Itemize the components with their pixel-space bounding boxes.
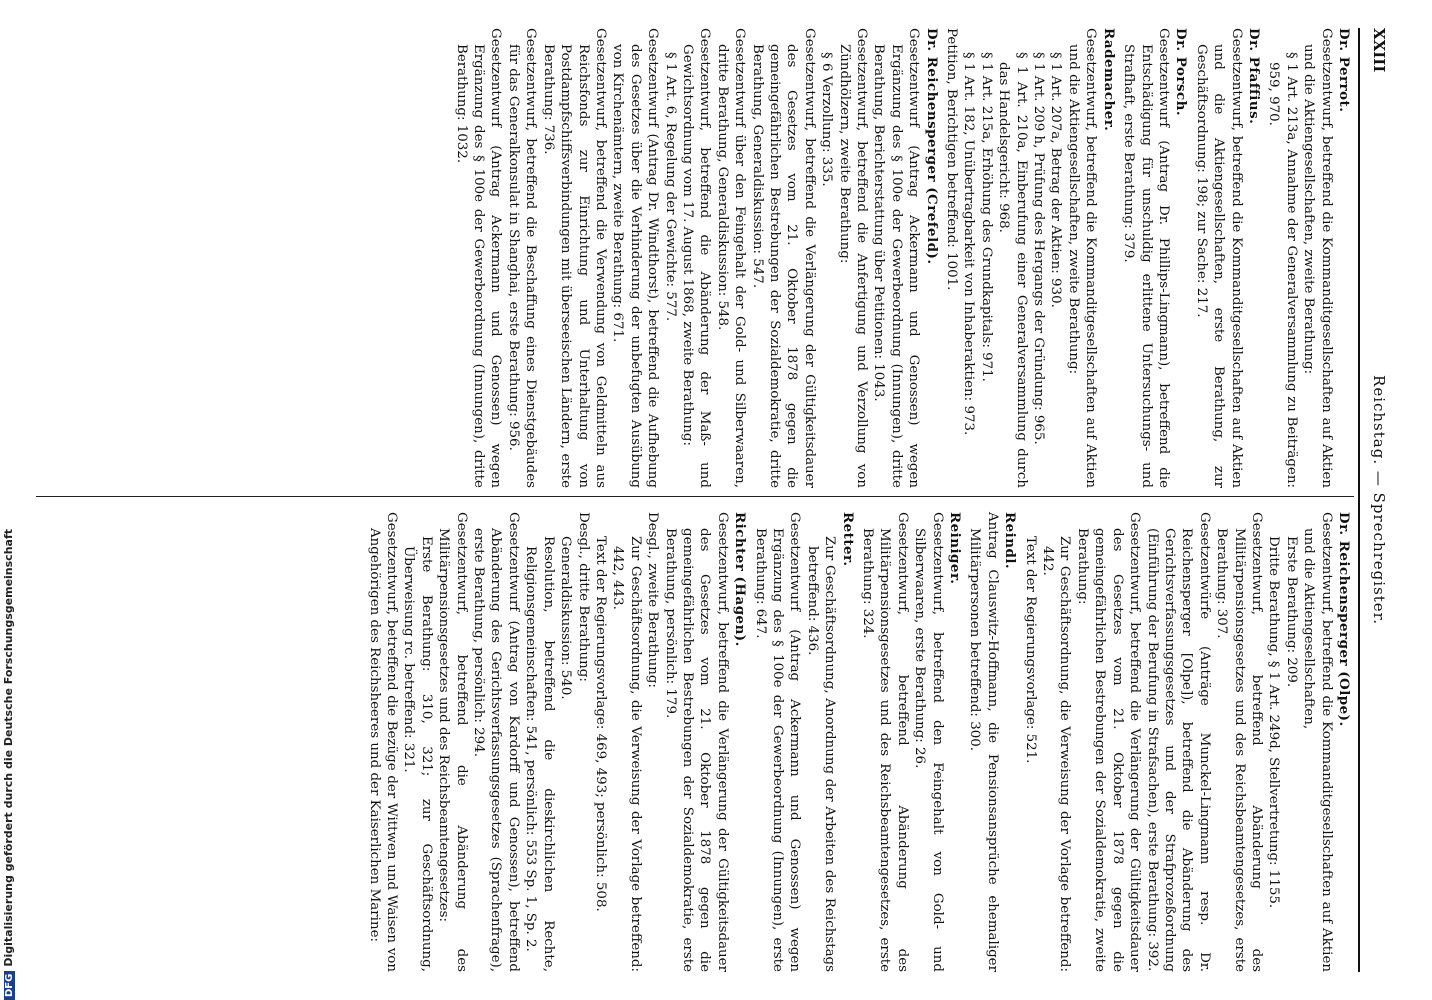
entry-line: Dritte Berathung, § 1 Art. 249d, Stellvertretung: 1155. (1266, 536, 1282, 909)
speaker-name: Dr. Pfaffius. (1245, 28, 1262, 125)
entry-line: Gesetzentwurf, betreffend die Kommanditgesellschaften auf Aktien und die Aktiengesellschaften, zweite Berathung: (1301, 28, 1334, 488)
entry-line: Gesetzentwurf (Antrag Dr. Windthorst), betreffend die Aufhebung des Gesetzes über die Verhinderung der unbefugten Ausübung von Kirchenämtern, zweite Berathung: 671. (610, 28, 661, 488)
entry-line: Erste Berathung: 209. (1283, 536, 1299, 688)
register-entry (943, 28, 1117, 488)
entry-line: Gesetzentwurf, betreffend die Verlängerung der Gültigkeitsdauer des Gesetzes vom 21. Oktober 1878 gegen die gemeingefährlichen Bestrebungen der Sozialdemokratie, erste Berathung, persönlich: 179. (662, 512, 730, 972)
column-divider (36, 496, 1354, 497)
register-entry (452, 28, 939, 488)
entry-line: Gesetzentwurf (Antrag Ackermann und Genossen) wegen Ergänzung des § 100e der Gewerbeordnung (Innungen), dritte Berathung: 1032. (453, 28, 504, 488)
entry-line: Gesetzentwürfe (Anträge Munckel-Lingmann resp. Dr. Reichensperger [Olpe]), betreffend die Abänderung des Gerichtsverfassungsgesetzes und der Strafprozeßordnung (Einführung der Berufung in Strafsachen), erste Berathung: 392. (1144, 512, 1212, 972)
register-entry (1021, 512, 1352, 972)
entry-line: Text der Regierungsvorlage: 469, 493; persönlich: 508. (592, 536, 608, 912)
entry-line: Gesetzentwurf über den Feingehalt der Gold- und Silberwaaren, dritte Berathung, Generaldiskussion: 548. (714, 28, 748, 488)
register-entry (1192, 28, 1262, 488)
entry-line: Gesetzentwurf, betreffend den Feingehalt von Gold- und Silberwaaren, erste Berathung: 26. (912, 512, 945, 972)
entry-line: Gesetzentwurf, betreffend die Kommanditgesellschaften auf Aktien und die Aktiengesellschaften, zweite Berathung: (1065, 28, 1099, 488)
speaker-name: Dr. Reichensperger (Crefeld). (923, 28, 940, 265)
digitization-footer (0, 0, 20, 1000)
register-entry (859, 512, 963, 972)
entry-line: § 1 Art. 6, Regelung der Gewichte: 577. (662, 52, 678, 322)
entry-line: Gesetzentwurf, betreffend die Verlängerung der Gültigkeitsdauer des Gesetzes vom 21. Oktober 1878 gegen die gemeingefährlichen Bestrebungen der Sozialdemokratie, zweite Berathung: (1074, 512, 1143, 972)
entry-line: Gesetzentwurf, betreffend die Verlängerung der Gültigkeitsdauer des Gesetzes vom 21. Oktober 1878 gegen die gemeingefährlichen Bestrebungen der Sozialdemokratie, dritte Berathung, Generaldiskussion: 547. (749, 28, 817, 488)
entry-line: § 6 Verzollung: 335. (819, 52, 835, 187)
entry-line: Desgl., dritte Berathung: (575, 512, 591, 682)
entry-line: Petition, Berichtigen betreffend: 1001. (944, 28, 960, 291)
footer-text: Digitalisierung gefördert durch die Deutsche Forschungsgemeinschaft (2, 528, 15, 967)
entry-line: Gesetzentwurf (Antrag Ackermann und Genossen) wegen Ergänzung des § 100e der Gewerbeordnung (Innungen), erste Berathung: 647. (752, 512, 803, 972)
entry-line: § 1 Art. 207a, Betrag der Aktien: 930. (1048, 52, 1064, 308)
entry-line: Gesetzentwurf, betreffend die Verwendung von Geldmitteln aus Reichsfonds zur Einrichtung und Unterhaltung von Postdampfschiffsverbindungen mit überseeischen Ländern, erste Berathung: 736. (540, 28, 608, 488)
entry-line: Zur Geschäftsordnung, Anordnung der Arbeiten des Reichstags betreffend: 436. (804, 536, 838, 972)
entry-line: Desgl., zweite Berathung: (645, 512, 661, 688)
entry-line: § 1 Art. 182, Unübertragbarkeit von Inhaberaktien: 973. (961, 52, 977, 436)
entry-line: Zur Geschäftsordnung, die Verweisung der Vorlage betreffend: 442, 443. (610, 536, 643, 972)
entry-line: Gesetzentwurf, betreffend die Beschaffung eines Dienstgebäudes für das Generalkonsulat in Shanghai, erste Berathung: 956. (505, 28, 539, 488)
speaker-name: Richter (Hagen). (732, 512, 749, 647)
speaker-name: Reiniger. (947, 512, 964, 585)
entry-line: Zur Geschäftsordnung, die Verweisung der Vorlage betreffend: 442. (1040, 536, 1073, 972)
entry-line: Gesetzentwurf (Antrag von Kardorff und Genossen), betreffend Abänderung des Gerichtsverfassungsgesetzes (Sprachenfrage), erste Berathung, persönlich: 294. (471, 512, 521, 972)
register-entry (966, 512, 1018, 972)
speaker-name: Rademacher. (1100, 28, 1117, 132)
entry-line: § 1 Art. 209 h, Prüfung des Hergangs der Gründung: 965. (1031, 52, 1047, 445)
page-header (1366, 28, 1392, 972)
entry-line: Gesetzentwurf, betreffend die Abänderung der Maß- und Gewichtsordnung vom 17. August 1868, zweite Berathung: (679, 28, 713, 488)
entry-line: Resolution, betreffend die dieskirchlichen Rechte, Religionsgemeinschaften: 541, persönlich: 553 Sp. 1, Sp. 2. (523, 536, 556, 972)
entry-line: § 1 Art. 213a, Annahme der Generalversammlung zu Beiträgen: 959, 970. (1266, 52, 1299, 488)
entry-line: Gesetzentwurf, betreffend die Bezüge der Wittwen und Waisen von Angehörigen des Reichsheeres und der Kaiserlichen Marine: (366, 512, 400, 972)
speaker-name: Dr. Perrot. (1336, 28, 1352, 113)
entry-line: Gesetzentwurf, betreffend die Kommanditgesellschaften auf Aktien und die Aktiengesellschaften, erste Berathung, zur Geschäftsordnung: 198; zur Sache: 217. (1193, 28, 1244, 488)
entry-line: Gesetzentwurf (Antrag Dr. Phillips-Lingmann), betreffend die Entschädigung für unschuldig erlittene Untersuchungs- und Strafhaft, erste Berathung: 379. (1121, 28, 1171, 488)
left-column (449, 28, 1352, 488)
footer-text-wrapper (2, 0, 18, 1000)
speaker-name: Reindl. (1002, 512, 1019, 570)
page-number: XXIII (1370, 28, 1388, 73)
entry-line: Text der Regierungsvorlage: 521. (1022, 536, 1038, 764)
entry-line: Erste Berathung: 310, 321; zur Geschäftsordnung, Überweisung rc. betreffend: 321. (401, 536, 434, 972)
entry-line: Gesetzentwurf, betreffend die Abänderung des Militärpensionsgesetzes und des Reichsbeamtengesetzes: (436, 512, 469, 972)
entry-line: § 1 Art. 215a, Erhöhung des Grundkapitals: 971. (978, 52, 994, 382)
header-rule (1358, 28, 1360, 972)
speaker-name: Dr. Porsch. (1173, 28, 1190, 117)
register-entry (1265, 28, 1352, 488)
entry-line: Gesetzentwurf, betreffend die Anfertigung und Verzollung von Zündhölzern, zweite Berathung: (836, 28, 870, 488)
speaker-name: Dr. Reichensperger (Olpe). (1336, 512, 1352, 727)
register-entry (365, 512, 748, 972)
entry-line: Gesetzentwurf, betreffend Abänderung des Militärpensionsgesetzes und des Reichsbeamtengesetzes, erste Berathung: 307. (1214, 512, 1264, 972)
entry-line: § 1 Art. 210a, Einberufung einer Generalversammlung durch das Handelsgericht: 968. (996, 52, 1029, 488)
right-column (362, 512, 1352, 972)
speaker-name: Retter. (839, 512, 856, 567)
entry-line: Generaldiskussion: 540. (558, 536, 574, 700)
entry-line: Antrag Clauswitz-Hoffmann, die Pensionsansprüche ehemaliger Militärpersonen betreffend: 300. (967, 512, 1000, 972)
entry-line: Gesetzentwurf, betreffend die Kommanditgesellschaften auf Aktien und die Aktiengesellschaften, (1301, 512, 1334, 972)
entry-line: Gesetzentwurf, betreffend Abänderung des Militärpensionsgesetzes und des Reichsbeamtengesetzes, erste Berathung: 324. (860, 512, 910, 972)
register-entry (751, 512, 855, 972)
running-title: Reichstag. — Sprechregister. (1370, 375, 1388, 625)
register-entry (1120, 28, 1190, 488)
entry-line: Gesetzentwurf (Antrag Ackermann und Genossen) wegen Ergänzung des § 100e der Gewerbeordnung (Innungen), dritte Berathung, Berichterstattung über Petitionen: 1043. (871, 28, 922, 488)
dfg-logo: DFG (4, 971, 15, 1000)
